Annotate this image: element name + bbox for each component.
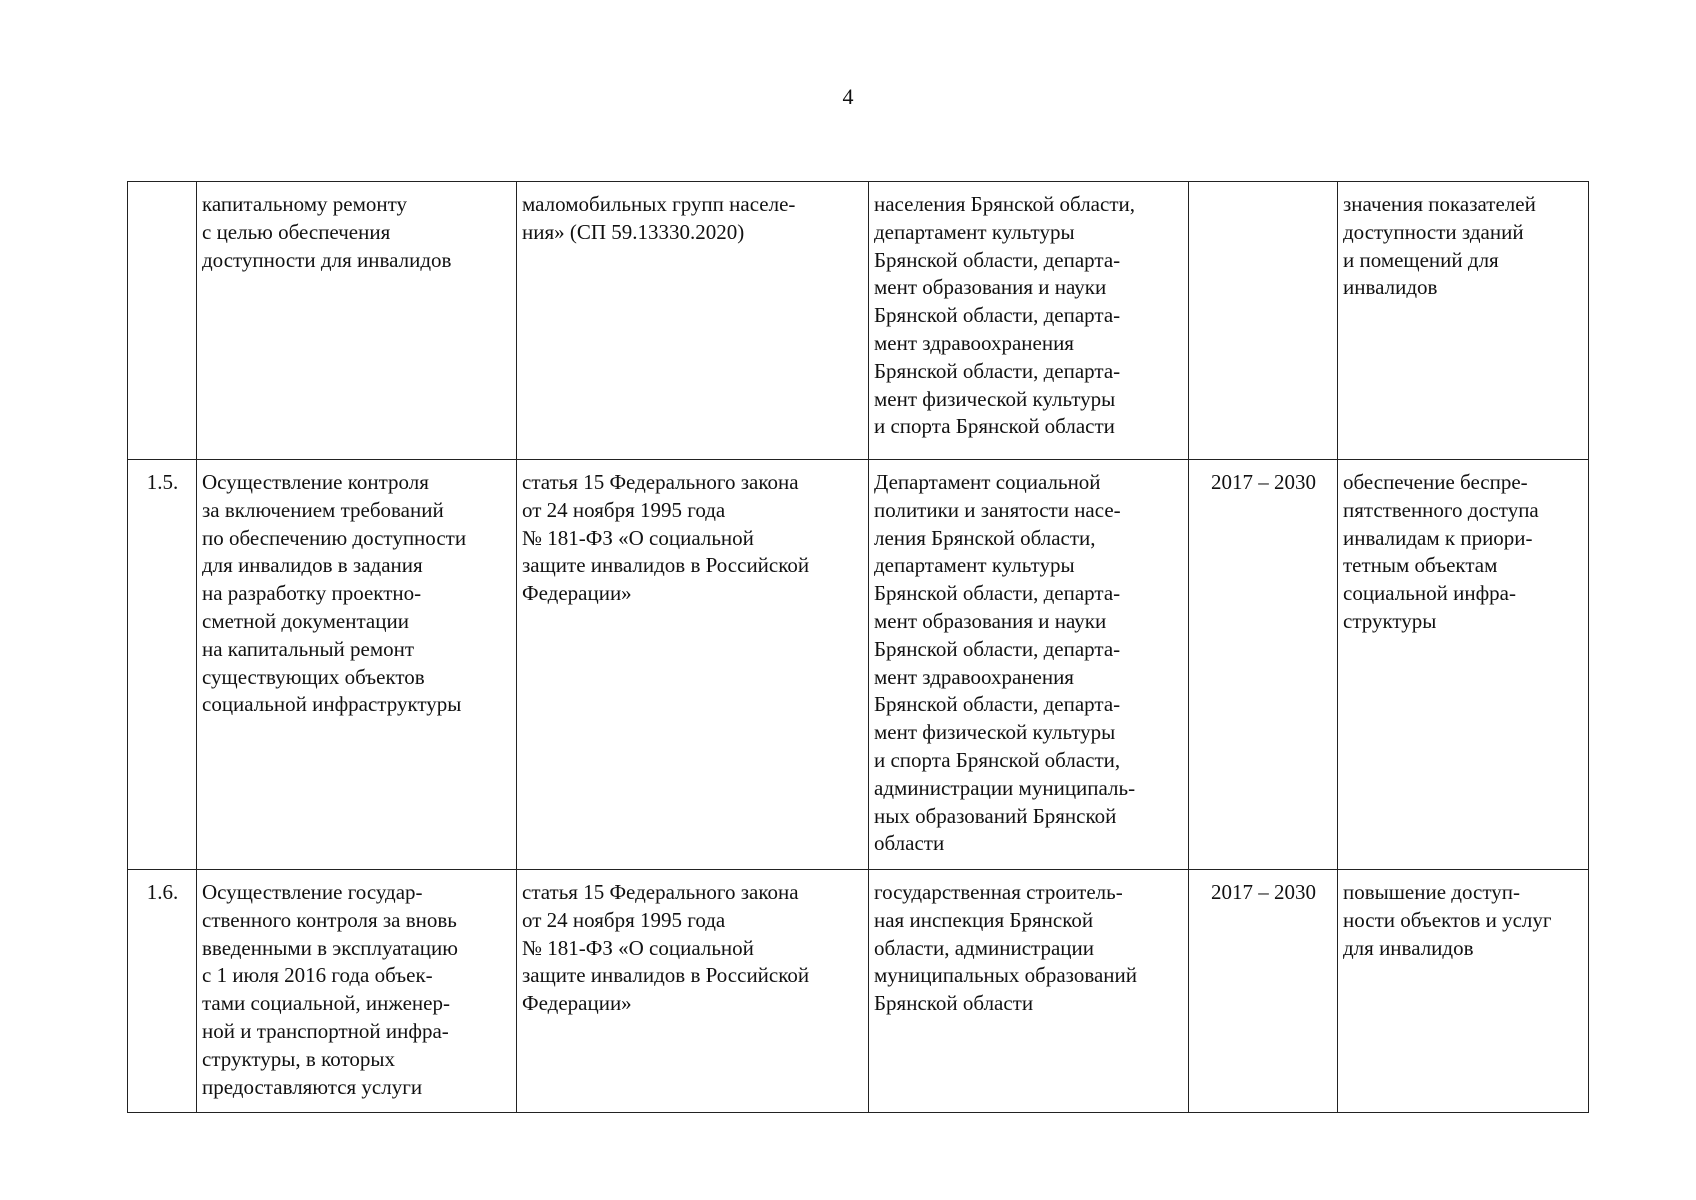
cell-text-line: и спорта Брянской области,: [874, 747, 1121, 772]
cell-text-line: с целью обеспечения: [202, 219, 391, 244]
executors-cell: [869, 870, 1189, 1113]
cell-text-line: Федерации»: [522, 581, 632, 606]
cell-text-line: для инвалидов в задания: [202, 553, 423, 578]
cell-text-line: защите инвалидов в Российской: [522, 963, 810, 988]
cell-text-line: № 181-ФЗ «О социальной: [522, 935, 754, 960]
cell-text-line: обеспечение беспре-: [1343, 470, 1528, 494]
cell-text-line: повышение доступ-: [1343, 880, 1520, 904]
cell-text-line: № 181-ФЗ «О социальной: [522, 525, 754, 550]
measures-table: [127, 181, 1589, 1113]
cell-text-line: ности объектов и услуг: [1343, 907, 1552, 932]
cell-text-line: за включением требований: [202, 497, 444, 522]
cell-text-line: Брянской области, департа-: [874, 303, 1121, 328]
cell-text-line: мент здравоохранения: [874, 664, 1074, 689]
cell-text-line: Брянской области, департа-: [874, 358, 1121, 383]
cell-text-line: ния» (СП 59.13330.2020): [522, 219, 745, 244]
cell-text-line: администрации муниципаль-: [874, 775, 1136, 800]
event-cell: [197, 870, 517, 1113]
cell-text-line: Департамент социальной: [874, 470, 1101, 494]
expected-result-cell: [1338, 460, 1589, 870]
cell-text-line: Брянской области, департа-: [874, 247, 1121, 272]
cell-text-line: ная инспекция Брянской: [874, 907, 1094, 932]
table-row: [128, 870, 1589, 1113]
cell-text-line: статья 15 Федерального закона: [522, 880, 799, 904]
cell-text-line: значения показателей: [1343, 192, 1536, 216]
table-row: [128, 460, 1589, 870]
cell-text-line: защите инвалидов в Российской: [522, 553, 810, 578]
cell-text-line: Осуществление контроля: [202, 470, 429, 494]
cell-text-line: населения Брянской области,: [874, 192, 1135, 216]
cell-text-line: мент образования и науки: [874, 275, 1107, 300]
cell-text-line: на капитальный ремонт: [202, 636, 415, 661]
table-row: [128, 182, 1589, 460]
cell-text-line: инвалидам к приори-: [1343, 525, 1533, 550]
cell-text-line: доступности для инвалидов: [202, 247, 452, 272]
event-cell: [197, 182, 517, 460]
cell-text-line: доступности зданий: [1343, 219, 1524, 244]
cell-text-line: Брянской области, департа-: [874, 692, 1121, 717]
period-cell: 2017 – 2030: [1189, 870, 1338, 1113]
legal-basis-cell: [517, 182, 869, 460]
cell-text-line: социальной инфра-: [1343, 581, 1516, 606]
cell-text-line: сметной документации: [202, 608, 409, 633]
cell-text-line: существующих объектов: [202, 664, 425, 689]
cell-text-line: ственного контроля за вновь: [202, 907, 457, 932]
cell-text-line: и помещений для: [1343, 247, 1499, 272]
cell-text-line: департамент культуры: [874, 553, 1075, 578]
cell-text-line: с 1 июля 2016 года объек-: [202, 963, 433, 988]
expected-result-cell: [1338, 870, 1589, 1113]
cell-text-line: по обеспечению доступности: [202, 525, 467, 550]
cell-text-line: от 24 ноября 1995 года: [522, 907, 726, 932]
period-cell: [1189, 182, 1338, 460]
cell-text-line: введенными в эксплуатацию: [202, 935, 458, 960]
cell-text-line: ных образований Брянской: [874, 803, 1117, 828]
cell-text-line: от 24 ноября 1995 года: [522, 497, 726, 522]
cell-text-line: департамент культуры: [874, 219, 1075, 244]
cell-text-line: области, администрации: [874, 935, 1094, 960]
item-number-cell: 1.6.: [128, 870, 197, 1113]
cell-text-line: для инвалидов: [1343, 935, 1474, 960]
expected-result-cell: [1338, 182, 1589, 460]
event-cell: [197, 460, 517, 870]
cell-text-line: на разработку проектно-: [202, 581, 422, 606]
cell-text-line: и спорта Брянской области: [874, 414, 1115, 439]
page-number: 4: [842, 84, 854, 109]
cell-text-line: мент физической культуры: [874, 720, 1116, 745]
cell-text-line: инвалидов: [1343, 275, 1438, 300]
cell-text-line: муниципальных образований: [874, 963, 1137, 988]
cell-text-line: государственная строитель-: [874, 880, 1123, 904]
cell-text-line: структуры, в которых: [202, 1046, 395, 1071]
cell-text-line: Брянской области, департа-: [874, 581, 1121, 606]
item-number-cell: [128, 182, 197, 460]
cell-text-line: маломобильных групп населе-: [522, 192, 796, 216]
cell-text-line: тами социальной, инженер-: [202, 991, 450, 1016]
legal-basis-cell: [517, 870, 869, 1113]
cell-text-line: политики и занятости насе-: [874, 497, 1121, 522]
cell-text-line: области: [874, 831, 945, 856]
cell-text-line: мент физической культуры: [874, 386, 1116, 411]
cell-text-line: Осуществление государ-: [202, 880, 423, 904]
cell-text-line: капитальному ремонту: [202, 192, 408, 216]
executors-cell: [869, 182, 1189, 460]
cell-text-line: тетным объектам: [1343, 553, 1498, 578]
cell-text-line: мент здравоохранения: [874, 330, 1074, 355]
executors-cell: [869, 460, 1189, 870]
item-number-cell: 1.5.: [128, 460, 197, 870]
cell-text-line: структуры: [1343, 608, 1437, 633]
cell-text-line: ления Брянской области,: [874, 525, 1096, 550]
legal-basis-cell: [517, 460, 869, 870]
cell-text-line: ной и транспортной инфра-: [202, 1018, 449, 1043]
cell-text-line: Брянской области, департа-: [874, 636, 1121, 661]
cell-text-line: предоставляются услуги: [202, 1074, 423, 1099]
cell-text-line: социальной инфраструктуры: [202, 692, 462, 717]
cell-text-line: мент образования и науки: [874, 608, 1107, 633]
period-cell: 2017 – 2030: [1189, 460, 1338, 870]
cell-text-line: пятственного доступа: [1343, 497, 1539, 522]
cell-text-line: Брянской области: [874, 991, 1034, 1016]
cell-text-line: Федерации»: [522, 991, 632, 1016]
cell-text-line: статья 15 Федерального закона: [522, 470, 799, 494]
